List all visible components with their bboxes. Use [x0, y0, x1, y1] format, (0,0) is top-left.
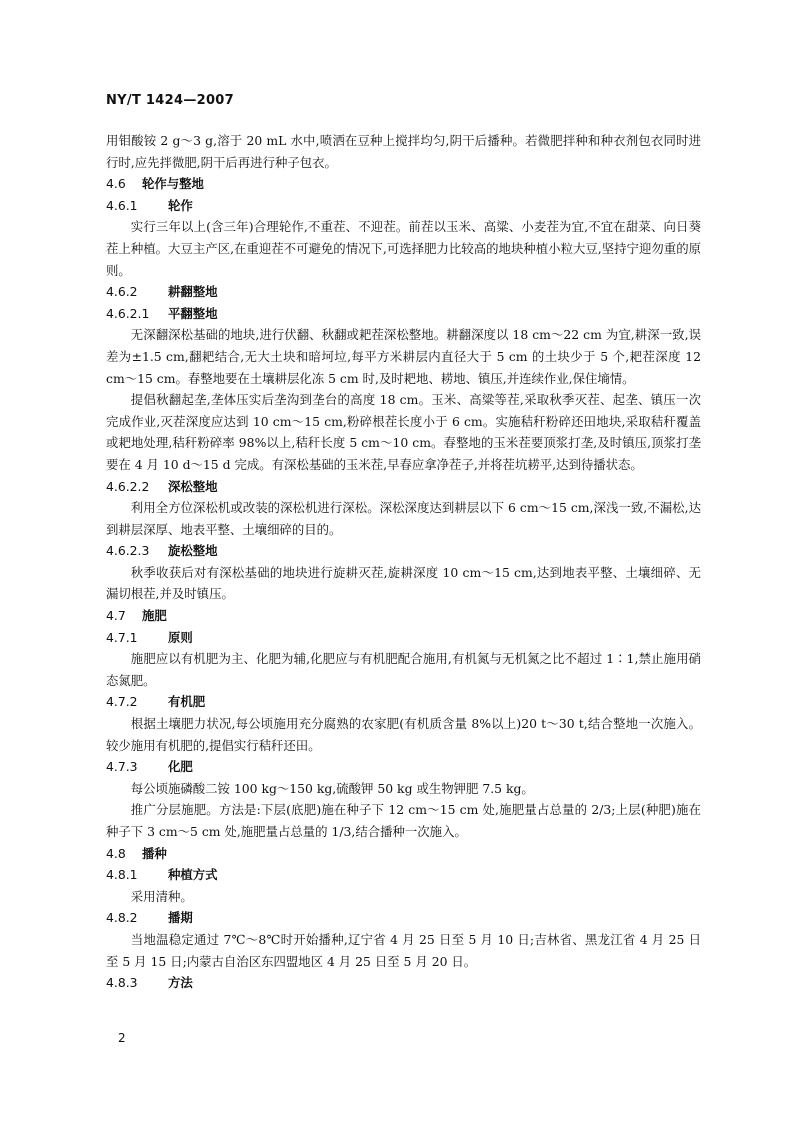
section-number: 4.6 — [106, 176, 126, 192]
section-title: 耕翻整地 — [168, 284, 218, 300]
section-heading-4-6-2-3 — [106, 540, 701, 562]
section-heading-4-6 — [106, 173, 701, 195]
section-heading-4-7-2 — [106, 691, 701, 713]
body-paragraph: 施肥应以有机肥为主、化肥为辅,化肥应与有机肥配合施用,有机氮与无机氮之比不超过 1∶1,禁止施用硝态氮肥。 — [106, 651, 701, 688]
section-number: 4.6.2.3 — [106, 543, 150, 559]
section-number: 4.8.1 — [106, 867, 138, 883]
section-number: 4.6.2 — [106, 284, 138, 300]
section-heading-4-8-1 — [106, 864, 701, 886]
section-number: 4.6.1 — [106, 197, 138, 213]
section-number: 4.6.2.2 — [106, 478, 150, 494]
body-paragraph: 每公顷施磷酸二铵 100 kg～150 kg,硫酸钾 50 kg 或生物钾肥 7.5 kg。 — [130, 780, 534, 796]
section-title: 平翻整地 — [168, 305, 218, 321]
section-number: 4.7.1 — [106, 629, 138, 645]
section-title: 化肥 — [168, 759, 193, 775]
body-paragraph: 提倡秋翻起垄,垄体压实后垄沟到垄台的高度 18 cm。玉米、高粱等茬,采取秋季灭茬、起垄、镇压一次完成作业,灭茬深度应达到 10 cm～15 cm,粉碎根茬长度小于 6 cm。实施秸秆粉碎还田地块,采取秸秆覆盖或耙地处理,秸秆粉碎率 98%以上,秸秆长度 5 cm～10 cm。春整地的玉米茬要顶浆打垄,及时镇压,顶浆打垄要在 4 月 10 d～15 d 完成。有深松基础的玉米茬,早春应拿净茬子,并将茬坑耢平,达到待播状态。 — [106, 392, 701, 472]
body-paragraph: 实行三年以上(含三年)合理轮作,不重茬、不迎茬。前茬以玉米、高粱、小麦茬为宜,不宜在甜菜、向日葵茬上种植。大豆主产区,在重迎茬不可避免的情况下,可选择肥力比较高的地块种植小粒大豆,坚持宁迎勿重的原则。 — [106, 219, 701, 278]
section-number: 4.7.2 — [106, 694, 138, 710]
section-heading-4-7-3 — [106, 756, 701, 778]
section-number: 4.6.2.1 — [106, 305, 150, 321]
body-paragraph: 秋季收获后对有深松基础的地块进行旋耕灭茬,旋耕深度 10 cm～15 cm,达到地表平整、土壤细碎、无漏切根茬,并及时镇压。 — [106, 564, 701, 602]
section-title: 轮作 — [168, 197, 193, 213]
section-heading-4-7 — [106, 605, 701, 627]
section-number: 4.7.3 — [106, 759, 138, 775]
section-number: 4.8.2 — [106, 910, 138, 926]
section-title: 深松整地 — [168, 478, 218, 494]
section-heading-4-8 — [106, 843, 701, 865]
section-title: 播期 — [168, 910, 193, 926]
body-paragraph: 根据土壤肥力状况,每公顷施用充分腐熟的农家肥(有机质含量 8%以上)20 t～30 t,结合整地一次施入。较少施用有机肥的,提倡实行秸秆还田。 — [106, 716, 701, 753]
page-number: 2 — [118, 1031, 126, 1045]
body-paragraph: 采用清种。 — [130, 888, 193, 904]
section-heading-4-6-2 — [106, 281, 701, 303]
section-heading-4-8-3 — [106, 972, 701, 994]
section-title: 旋松整地 — [168, 543, 218, 559]
body-paragraph: 无深翻深松基础的地块,进行伏翻、秋翻或耙茬深松整地。耕翻深度以 18 cm～22 cm 为宜,耕深一致,误差为±1.5 cm,翻耙结合,无大土块和暗坷垃,每平方米耕层内直径大于 5 cm 的土块少于 5 个,耙茬深度 12 cm～15 cm。春整地要在土壤耕层化冻 5 cm 时,及时耙地、耢地、镇压,并连续作业,保住墒情。 — [106, 327, 701, 386]
section-number: 4.7 — [106, 608, 126, 624]
section-heading-4-8-2 — [106, 907, 701, 929]
body-paragraph: 推广分层施肥。方法是:下层(底肥)施在种子下 12 cm～15 cm 处,施肥量占总量的 2/3;上层(种肥)施在种子下 3 cm～5 cm 处,施肥量占总量的 1/3,结合播种一次施入。 — [106, 802, 701, 839]
section-title: 轮作与整地 — [142, 176, 204, 192]
section-heading-4-7-1 — [106, 627, 701, 649]
section-title: 有机肥 — [168, 694, 206, 710]
document-body — [106, 130, 701, 994]
section-title: 方法 — [168, 975, 193, 991]
section-title: 种植方式 — [168, 867, 218, 883]
body-paragraph: 利用全方位深松机或改装的深松机进行深松。深松深度达到耕层以下 6 cm～15 cm,深浅一致,不漏松,达到耕层深厚、地表平整、土壤细碎的目的。 — [106, 500, 701, 537]
section-heading-4-6-2-2 — [106, 476, 701, 498]
standard-code-header: NY/T 1424—2007 — [106, 93, 234, 108]
section-title: 原则 — [168, 629, 193, 645]
section-title: 播种 — [142, 845, 167, 861]
section-title: 施肥 — [142, 608, 167, 624]
section-number: 4.8.3 — [106, 975, 138, 991]
section-number: 4.8 — [106, 845, 126, 861]
section-heading-4-6-1 — [106, 195, 701, 217]
section-heading-4-6-2-1 — [106, 303, 701, 325]
body-paragraph: 用钼酸铵 2 g～3 g,溶于 20 mL 水中,喷洒在豆种上搅拌均匀,阴干后播种。若微肥拌种和种衣剂包衣同时进行时,应先拌微肥,阴干后再进行种子包衣。 — [106, 133, 701, 170]
body-paragraph: 当地温稳定通过 7℃～8℃时开始播种,辽宁省 4 月 25 日至 5 月 10 日;吉林省、黑龙江省 4 月 25 日至 5 月 15 日;内蒙古自治区东四盟地区 4 月 25 日至 5 月 20 日。 — [106, 931, 701, 969]
